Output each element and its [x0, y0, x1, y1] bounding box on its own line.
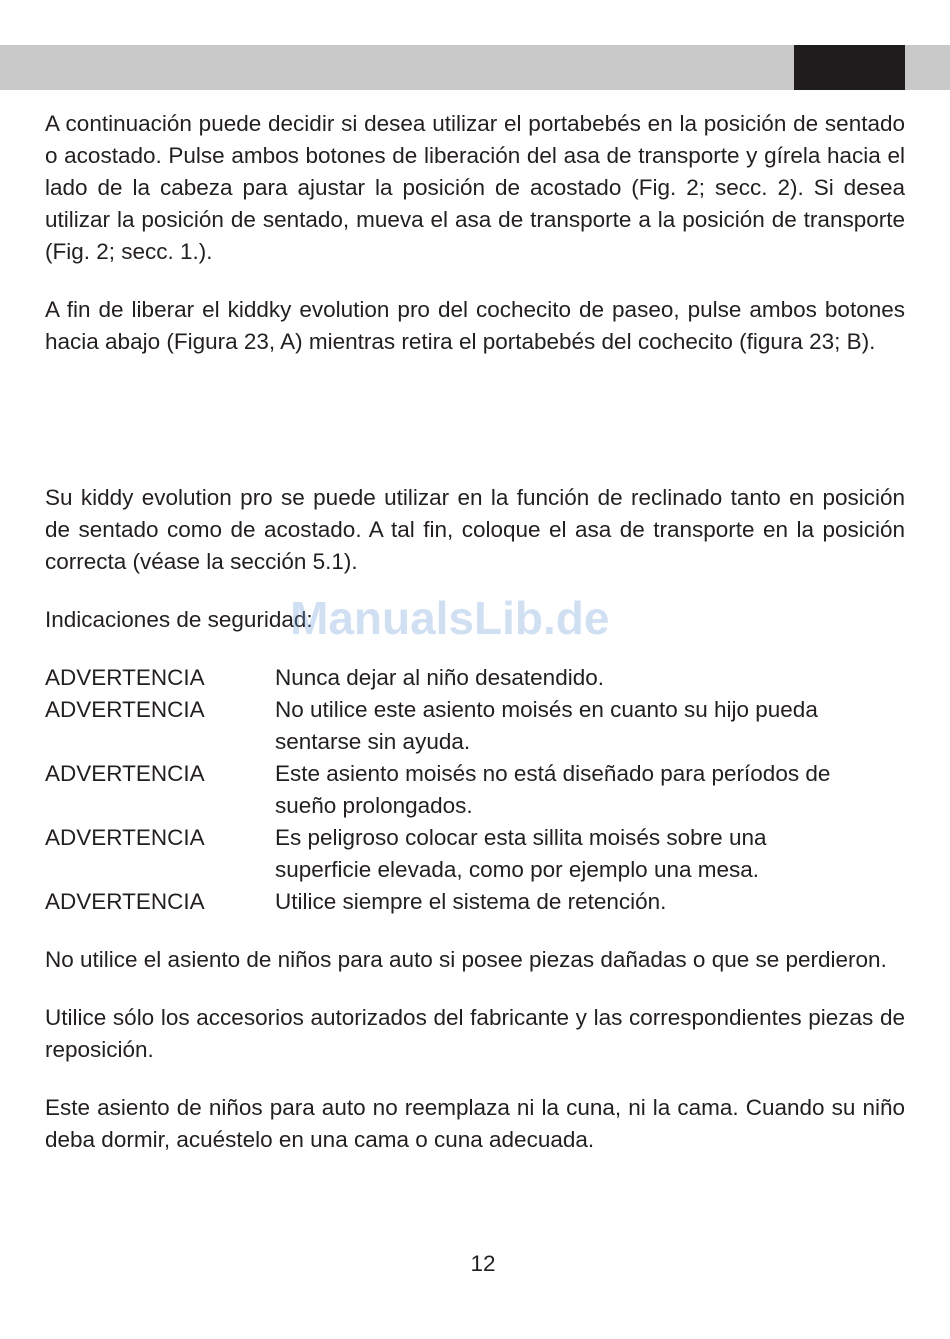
- paragraph-damaged-parts: No utilice el asiento de niños para auto si posee piezas dañadas o que se perdieron.: [45, 947, 887, 972]
- warning-row: [45, 694, 905, 758]
- page-content: [45, 108, 905, 1156]
- warning-text: Utilice siempre el sistema de retención.: [275, 889, 667, 914]
- warning-row: [45, 758, 905, 822]
- warning-label: ADVERTENCIA: [45, 697, 205, 722]
- warning-text: No utilice este asiento moisés en cuanto su hijo pueda sentarse sin ayuda.: [275, 697, 818, 754]
- header-black-tab: [794, 45, 905, 90]
- warnings-list: [45, 662, 905, 918]
- warning-row: [45, 822, 905, 886]
- paragraph-position-selection: A continuación puede decidir si desea utilizar el portabebés en la posición de sentado o acostado. Pulse ambos botones de liberación del asa de transporte y gírela hacia el lado de la cabeza para ajustar la posición de acostado (Fig. 2; secc. 2). Si desea utilizar la posición de sentado, mueva el asa de transporte a la posición de transporte (Fig. 2; secc. 1.).: [45, 111, 905, 264]
- warning-text: Nunca dejar al niño desatendido.: [275, 665, 604, 690]
- paragraph-accessories: Utilice sólo los accesorios autorizados del fabricante y las correspondientes piezas de reposición.: [45, 1005, 905, 1062]
- page-number: 12: [470, 1251, 496, 1276]
- warning-text: Este asiento moisés no está diseñado para períodos de sueño prolongados.: [275, 761, 831, 818]
- warning-row: [45, 662, 905, 694]
- watermark: ManualsLib.de: [290, 592, 610, 644]
- warning-label: ADVERTENCIA: [45, 665, 205, 690]
- paragraph-not-a-bed: Este asiento de niños para auto no reemplaza ni la cuna, ni la cama. Cuando su niño deba dormir, acuéstelo en una cama o cuna adecuada.: [45, 1095, 905, 1152]
- paragraph-release-from-stroller: A fin de liberar el kiddky evolution pro del cochecito de paseo, pulse ambos botones hacia abajo (Figura 23, A) mientras retira el portabebés del cochecito (figura 23; B).: [45, 297, 905, 354]
- warning-label: ADVERTENCIA: [45, 889, 205, 914]
- warning-label: ADVERTENCIA: [45, 761, 205, 786]
- warning-label: ADVERTENCIA: [45, 825, 205, 850]
- safety-heading: Indicaciones de seguridad:: [45, 607, 313, 632]
- paragraph-recline-function: Su kiddy evolution pro se puede utilizar en la función de reclinado tanto en posición de sentado como de acostado. A tal fin, coloque el asa de transporte en la posición correcta (véase la sección 5.1).: [45, 485, 905, 574]
- warning-row: [45, 886, 905, 918]
- warning-text: Es peligroso colocar esta sillita moisés sobre una superficie elevada, como por ejemplo una mesa.: [275, 825, 767, 882]
